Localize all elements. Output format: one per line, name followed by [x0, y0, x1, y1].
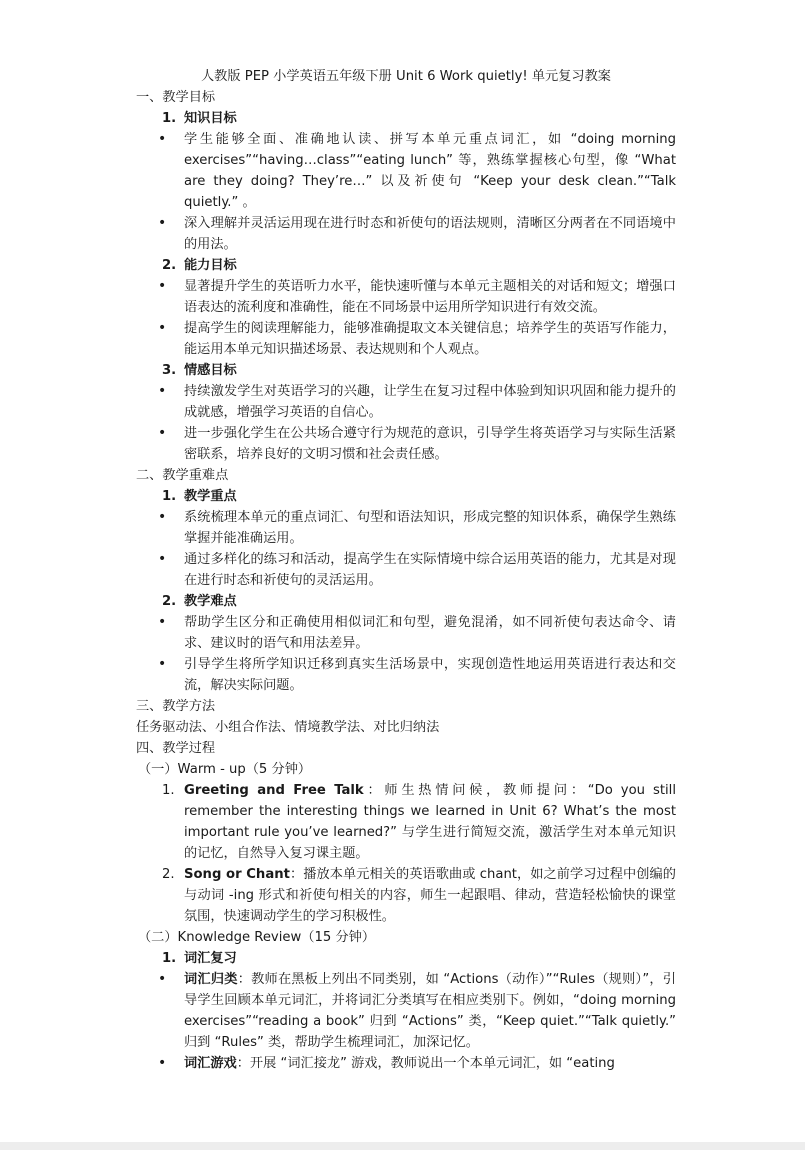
methods-text: 任务驱动法、小组合作法、情境教学法、对比归纳法	[136, 720, 440, 735]
document-body	[136, 66, 676, 1074]
subheading: 1. 知识目标	[136, 108, 676, 129]
item-text: ：播放本单元相关的英语歌曲或 chant，如之前学习过程中创编的与动词 -ing 形式和祈使句相关的内容，师生一起跟唱、律动，营造轻松愉快的课堂氛围，快速调动学生的学习积极性。	[184, 867, 676, 924]
item-head: 词汇游戏	[184, 1056, 237, 1071]
item-head: 词汇归类	[184, 972, 238, 987]
subheading: 2. 教学难点	[136, 591, 676, 612]
subheading: 1. 教学重点	[136, 486, 676, 507]
bullet-item	[136, 969, 676, 1053]
bullet-item: • 深入理解并灵活运用现在进行时态和祈使句的语法规则，清晰区分两者在不同语境中的用法。	[136, 213, 676, 255]
section-heading: 三、教学方法	[136, 699, 216, 714]
bullet-item: • 引导学生将所学知识迁移到真实生活场景中，实现创造性地运用英语进行表达和交流，解决实际问题。	[136, 654, 676, 696]
subheading: 1. 词汇复习	[136, 948, 676, 969]
bullet-item: • 学生能够全面、准确地认读、拼写本单元重点词汇，如 “doing morning exercises”“having…class”“eating lunch” 等，熟练掌握核心句型，像 “What are they doing? They’re…” 以及祈使句 “Keep your desk clean.”“Talk quietly.” 。	[136, 129, 676, 213]
bullet-item: • 显著提升学生的英语听力水平，能快速听懂与本单元主题相关的对话和短文；增强口语表达的流利度和准确性，能在不同场景中运用所学知识进行有效交流。	[136, 276, 676, 318]
list-number: 2.	[162, 867, 175, 882]
list-number: 1.	[162, 111, 177, 126]
item-text: ：师生热情问候，教师提问：“Do you still remember the interesting things we learned in Unit 6? What’s the most important rule you’ve learned?” 与学生进行简短交流，激活学生对本单元知识的记忆，自然导入复习课主题。	[184, 783, 676, 861]
bullet-item: • 系统梳理本单元的重点词汇、句型和语法知识，形成完整的知识体系，确保学生熟练掌握并能准确运用。	[136, 507, 676, 549]
section-heading: 一、教学目标	[136, 90, 216, 105]
item-text: ：开展 “词汇接龙” 游戏，教师说出一个本单元词汇，如 “eating	[236, 1056, 615, 1071]
list-number: 1.	[162, 489, 177, 504]
list-number: 2.	[162, 258, 177, 273]
list-number: 1.	[162, 783, 175, 798]
phase-heading: （一）Warm - up（5 分钟）	[138, 762, 312, 777]
list-number: 1.	[162, 951, 177, 966]
subheading: 2. 能力目标	[136, 255, 676, 276]
bullet-item: • 通过多样化的练习和活动，提高学生在实际情境中综合运用英语的能力，尤其是对现在进行时态和祈使句的灵活运用。	[136, 549, 676, 591]
subheading: 3. 情感目标	[136, 360, 676, 381]
item-head: Greeting and Free Talk	[184, 783, 364, 798]
section-heading: 四、教学过程	[136, 741, 216, 756]
bullet-item	[136, 1053, 676, 1074]
document-title: 人教版 PEP 小学英语五年级下册 Unit 6 Work quietly! 单元复习教案	[200, 69, 611, 84]
item-text: ：教师在黑板上列出不同类别，如 “Actions（动作）”“Rules（规则）”，引导学生回顾本单元词汇，并将词汇分类填写在相应类别下。例如，“doing morning exercises”“reading a book” 归到 “Actions” 类，“Keep quiet.”“Talk quietly.” 归到 “Rules” 类，帮助学生梳理词汇，加深记忆。	[184, 972, 676, 1050]
list-number: 3.	[162, 363, 177, 378]
bullet-item: • 持续激发学生对英语学习的兴趣，让学生在复习过程中体验到知识巩固和能力提升的成就感，增强学习英语的自信心。	[136, 381, 676, 423]
item-head: Song or Chant	[184, 867, 290, 882]
numbered-item	[136, 864, 676, 927]
numbered-item	[136, 780, 676, 864]
bullet-item: • 提高学生的阅读理解能力，能够准确提取文本关键信息；培养学生的英语写作能力，能运用本单元知识描述场景、表达规则和个人观点。	[136, 318, 676, 360]
phase-heading: （二）Knowledge Review（15 分钟）	[138, 930, 376, 945]
list-number: 2.	[162, 594, 177, 609]
bullet-item: • 进一步强化学生在公共场合遵守行为规范的意识，引导学生将英语学习与实际生活紧密联系，培养良好的文明习惯和社会责任感。	[136, 423, 676, 465]
section-heading: 二、教学重难点	[136, 468, 229, 483]
bullet-item: • 帮助学生区分和正确使用相似词汇和句型，避免混淆，如不同祈使句表达命令、请求、建议时的语气和用法差异。	[136, 612, 676, 654]
page-bottom-edge	[0, 1142, 805, 1150]
